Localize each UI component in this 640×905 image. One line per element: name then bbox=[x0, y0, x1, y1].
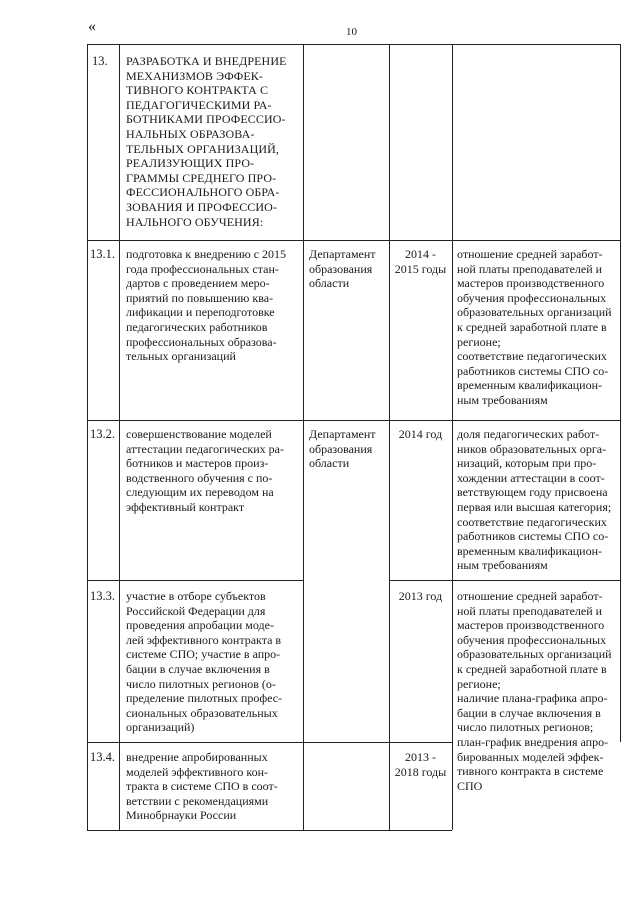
text-line: РЕАЛИЗУЮЩИХ ПРО- bbox=[126, 156, 255, 171]
column-divider bbox=[87, 44, 88, 830]
text-line: отношение средней заработ- bbox=[457, 589, 603, 603]
measure-cell bbox=[126, 750, 301, 823]
text-line: приятий по повышению ква- bbox=[126, 290, 274, 305]
text-line: 13.3. bbox=[90, 589, 115, 603]
responsible-cell bbox=[309, 247, 387, 291]
text-line: ветствии с рекомендациями bbox=[126, 793, 269, 808]
text-line: водственного обучения с по- bbox=[126, 470, 273, 485]
text-line: организаций) bbox=[126, 720, 195, 735]
text-line: пределение пилотных профес- bbox=[126, 691, 283, 706]
text-line: БОТНИКАМИ ПРОФЕССИО- bbox=[126, 112, 286, 127]
text-line: ПЕДАГОГИЧЕСКИМИ РА- bbox=[126, 97, 272, 112]
responsible-cell bbox=[309, 427, 387, 471]
text-line: тельных организаций bbox=[126, 349, 236, 364]
text-line: года профессиональных стан- bbox=[126, 261, 279, 276]
text-line: ЗОВАНИЯ И ПРОФЕССИО- bbox=[126, 199, 278, 214]
text-line: моделей эффективного кон- bbox=[126, 764, 268, 779]
text-line: число пилотных регионов; bbox=[457, 720, 594, 735]
text-line: регионе; bbox=[457, 676, 501, 691]
text-line: ТИВНОГО КОНТРАКТА С bbox=[126, 83, 269, 98]
table-border-top bbox=[87, 44, 620, 45]
text-line: временным квалификацион- bbox=[457, 378, 603, 393]
text-line: СПО bbox=[457, 778, 483, 793]
text-line: области bbox=[309, 456, 350, 471]
text-line: бации в случае включения в bbox=[126, 661, 270, 676]
text-line: РАЗРАБОТКА И ВНЕДРЕНИЕ bbox=[126, 54, 287, 68]
row-number bbox=[90, 589, 118, 604]
text-line: обучения профессиональных bbox=[457, 632, 607, 647]
text-line: образовательных организаций bbox=[457, 647, 612, 662]
row-divider bbox=[87, 240, 620, 241]
section-number bbox=[92, 54, 118, 69]
text-line: мастеров производственного bbox=[457, 276, 605, 291]
text-line: ТЕЛЬНЫХ ОРГАНИЗАЦИЙ, bbox=[126, 141, 279, 156]
text-line: образовательных организаций bbox=[457, 305, 612, 320]
text-line: дартов с проведением меро- bbox=[126, 276, 270, 291]
text-line: системе СПО; участие в апро- bbox=[126, 647, 281, 662]
period-cell bbox=[391, 247, 450, 276]
text-line: к средней заработной плате в bbox=[457, 661, 607, 676]
row-divider bbox=[389, 580, 620, 581]
row-divider bbox=[87, 420, 620, 421]
period-cell bbox=[391, 427, 450, 442]
text-line: низаций, которым при про- bbox=[457, 456, 597, 471]
text-line: области bbox=[309, 276, 350, 291]
text-line: 2014 - bbox=[405, 247, 436, 261]
text-line: профессиональных образова- bbox=[126, 334, 277, 349]
text-line: аттестации педагогических ра- bbox=[126, 441, 284, 456]
text-line: НАЛЬНЫХ ОБРАЗОВА- bbox=[126, 126, 255, 141]
row-divider bbox=[87, 742, 452, 743]
text-line: соответствие педагогических bbox=[457, 349, 607, 364]
measure-cell bbox=[126, 247, 301, 364]
text-line: 2013 - bbox=[405, 750, 436, 764]
text-line: ным требованиям bbox=[457, 558, 548, 573]
text-line: число пилотных регионов (о- bbox=[126, 676, 276, 691]
text-line: доля педагогических работ- bbox=[457, 427, 600, 441]
row-number bbox=[90, 750, 118, 765]
text-line: ГРАММЫ СРЕДНЕГО ПРО- bbox=[126, 170, 277, 185]
text-line: лей эффективного контракта в bbox=[126, 632, 282, 647]
text-line: обучения профессиональных bbox=[457, 290, 607, 305]
text-line: временным квалификацион- bbox=[457, 543, 603, 558]
measure-cell bbox=[126, 589, 301, 735]
text-line: ной платы преподавателей и bbox=[457, 261, 603, 276]
text-line: ной платы преподавателей и bbox=[457, 603, 603, 618]
result-cell bbox=[457, 247, 619, 408]
text-line: отношение средней заработ- bbox=[457, 247, 603, 261]
column-divider bbox=[119, 44, 120, 830]
text-line: ветствующем году присвоена bbox=[457, 485, 608, 500]
text-line: ников образовательных орга- bbox=[457, 441, 607, 456]
text-line: к средней заработной плате в bbox=[457, 319, 607, 334]
text-line: мастеров производственного bbox=[457, 618, 605, 633]
text-line: тивного контракта в системе bbox=[457, 764, 604, 779]
text-line: МЕХАНИЗМОВ ЭФФЕК- bbox=[126, 68, 263, 83]
row-number bbox=[90, 427, 118, 442]
text-line: Департамент bbox=[309, 427, 376, 441]
text-line: бации в случае включения в bbox=[457, 705, 601, 720]
text-line: ФЕССИОНАЛЬНОГО ОБРА- bbox=[126, 185, 280, 200]
text-line: образования bbox=[309, 441, 373, 456]
result-cell bbox=[457, 589, 619, 793]
measure-cell bbox=[126, 427, 301, 515]
text-line: первая или высшая категория; bbox=[457, 499, 612, 514]
corner-mark: « bbox=[88, 18, 96, 35]
text-line: соответствие педагогических bbox=[457, 514, 607, 529]
table-border-bottom bbox=[87, 830, 452, 831]
text-line: внедрение апробированных bbox=[126, 750, 268, 764]
text-line: Минобрнауки России bbox=[126, 808, 237, 823]
text-line: регионе; bbox=[457, 334, 501, 349]
text-line: работников системы СПО со- bbox=[457, 529, 609, 544]
text-line: Департамент bbox=[309, 247, 376, 261]
text-line: ным требованиям bbox=[457, 392, 548, 407]
text-line: педагогических работников bbox=[126, 319, 268, 334]
section-title bbox=[126, 54, 300, 229]
text-line: 13.2. bbox=[90, 427, 115, 441]
text-line: участие в отборе субъектов bbox=[126, 589, 266, 603]
text-line: сиональных образовательных bbox=[126, 705, 278, 720]
period-cell bbox=[391, 589, 450, 604]
text-line: план-график внедрения апро- bbox=[457, 734, 609, 749]
text-line: 13. bbox=[92, 54, 108, 68]
text-line: Российской Федерации для bbox=[126, 603, 266, 618]
text-line: 13.4. bbox=[90, 750, 115, 764]
text-line: 13.1. bbox=[90, 247, 115, 261]
column-divider bbox=[303, 44, 304, 830]
page-number: 10 bbox=[346, 26, 357, 38]
column-divider bbox=[452, 44, 453, 830]
text-line: образования bbox=[309, 261, 373, 276]
text-line: 2014 год bbox=[398, 427, 443, 441]
text-line: проведения апробации моде- bbox=[126, 618, 274, 633]
text-line: лификации и переподготовке bbox=[126, 305, 275, 320]
text-line: наличие плана-графика апро- bbox=[457, 691, 608, 706]
text-line: ботников и мастеров произ- bbox=[126, 456, 269, 471]
row-number bbox=[90, 247, 118, 262]
text-line: подготовка к внедрению с 2015 bbox=[126, 247, 287, 261]
text-line: 2013 год bbox=[398, 589, 443, 603]
text-line: тракта в системе СПО в соот- bbox=[126, 779, 278, 794]
text-line: хождении аттестации в соот- bbox=[457, 470, 605, 485]
text-line: работников системы СПО со- bbox=[457, 363, 609, 378]
period-cell bbox=[391, 750, 450, 779]
column-divider bbox=[620, 44, 621, 742]
text-line: НАЛЬНОГО ОБУЧЕНИЯ: bbox=[126, 214, 264, 229]
text-line: эффективный контракт bbox=[126, 499, 245, 514]
result-cell bbox=[457, 427, 619, 573]
text-line: следующим их переводом на bbox=[126, 485, 274, 500]
text-line: 2015 годы bbox=[394, 261, 447, 276]
text-line: совершенствование моделей bbox=[126, 427, 272, 441]
text-line: бированных моделей эффек- bbox=[457, 749, 604, 764]
text-line: 2018 годы bbox=[394, 764, 447, 779]
column-divider bbox=[389, 44, 390, 830]
